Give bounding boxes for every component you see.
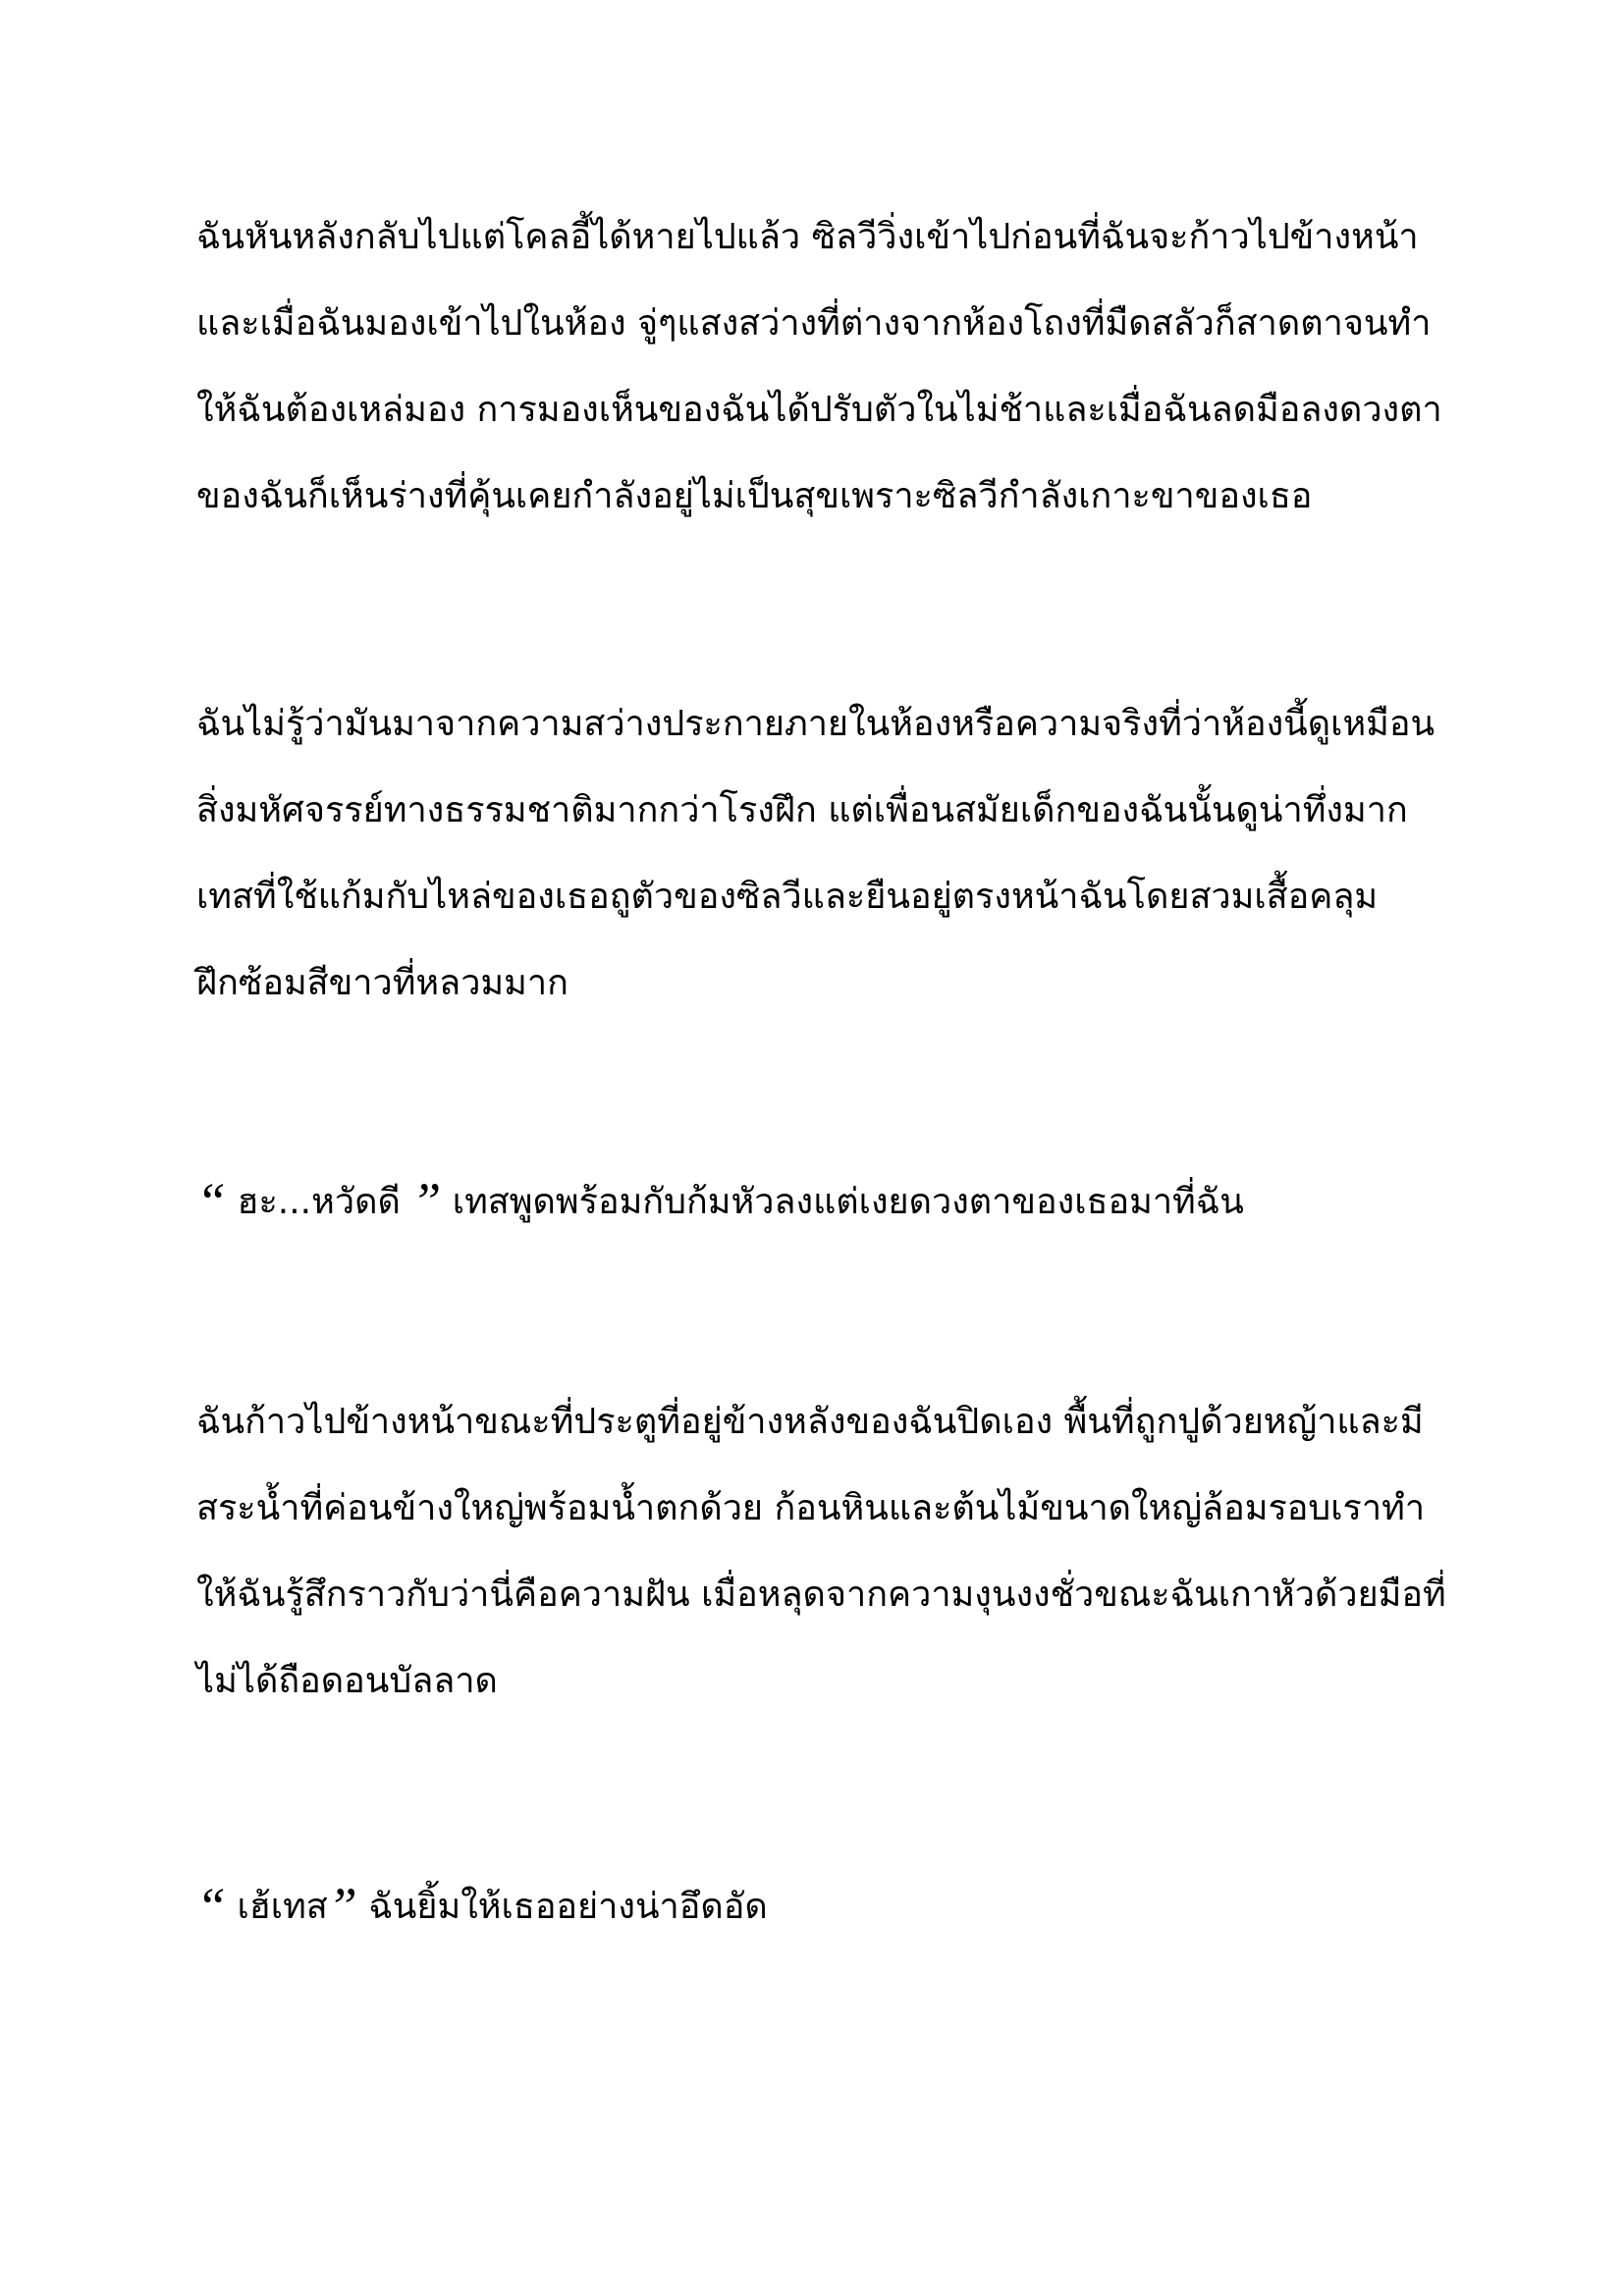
dialogue-2-quote-text: เฮ้เทส (226, 1887, 328, 1927)
dialogue-2-narration: ฉันยิ้มให้เธออย่างน่าอึดอัด (356, 1887, 768, 1927)
close-quote-mark: ” (327, 1877, 357, 1936)
paragraph-2-line-1: ฉันไม่รู้ว่ามันมาจากความสว่างประกายภายในห้องหรือความจริงที่ว่าห้องนี้ดูเหมือน (196, 704, 1435, 744)
paragraph-1-line-1: ฉันหันหลังกลับไปแต่โคลอี้ได้หายไปแล้ว ซิลวีวิ่งเข้าไปก่อนที่ฉันจะก้าวไปข้างหน้า (196, 217, 1419, 257)
dialogue-line-2 (196, 1877, 768, 1936)
dialogue-line-1 (196, 1172, 1244, 1231)
paragraph-4-line-4: ไม่ได้ถือดอนบัลลาด (196, 1661, 498, 1701)
open-quote-mark: “ (196, 1172, 227, 1231)
paragraph-4-line-2: สระน้ำที่ค่อนข้างใหญ่พร้อมน้ำตกด้วย ก้อนหินและต้นไม้ขนาดใหญ่ล้อมรอบเราทำ (196, 1488, 1426, 1528)
paragraph-1-line-4: ของฉันก็เห็นร่างที่คุ้นเคยกำลังอยู่ไม่เป็นสุขเพราะซิลวีกำลังเกาะขาของเธอ (196, 476, 1313, 516)
paragraph-2-line-3: เทสที่ใช้แก้มกับไหล่ของเธอถูตัวของซิลวีและยืนอยู่ตรงหน้าฉันโดยสวมเสื้อคลุม (196, 877, 1379, 917)
paragraph-2-line-2: สิ่งมหัศจรรย์ทางธรรมชาติมากกว่าโรงฝึก แต่เพื่อนสมัยเด็กของฉันนั้นดูน่าทึ่งมาก (196, 790, 1408, 830)
close-quote-mark: ” (411, 1172, 442, 1231)
dialogue-1-narration: เทสพูดพร้อมกับก้มหัวลงแต่เงยดวงตาของเธอมาที่ฉัน (441, 1182, 1244, 1222)
dialogue-1-quote-text: ฮะ...หวัดดี (226, 1182, 412, 1222)
paragraph-1-line-3: ให้ฉันต้องเหล่มอง การมองเห็นของฉันได้ปรับตัวในไม่ช้าและเมื่อฉันลดมือลงดวงตา (196, 390, 1442, 430)
paragraph-1-line-2: และเมื่อฉันมองเข้าไปในห้อง จู่ๆแสงสว่างที่ต่างจากห้องโถงที่มืดสลัวก็สาดตาจนทำ (196, 303, 1432, 344)
paragraph-2-line-4: ฝึกซ้อมสีขาวที่หลวมมาก (196, 963, 568, 1003)
paragraph-4-line-1: ฉันก้าวไปข้างหน้าขณะที่ประตูที่อยู่ข้างหลังของฉันปิดเอง พื้นที่ถูกปูด้วยหญ้าและมี (196, 1402, 1424, 1442)
paragraph-4-line-3: ให้ฉันรู้สึกราวกับว่านี่คือความฝัน เมื่อหลุดจากความงุนงงชั่วขณะฉันเกาหัวด้วยมือที่ (196, 1575, 1446, 1615)
open-quote-mark: “ (196, 1877, 227, 1936)
